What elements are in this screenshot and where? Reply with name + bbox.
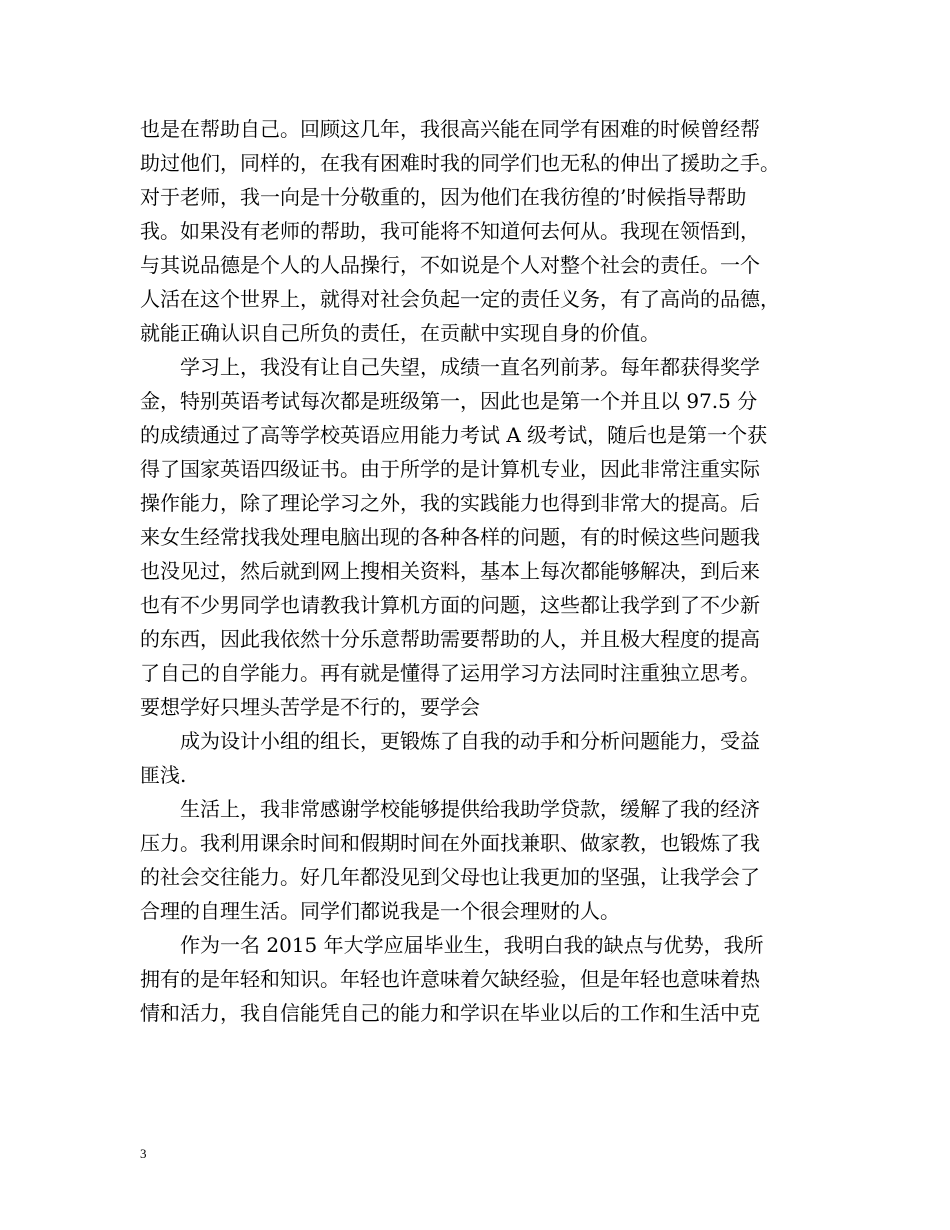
text-line: 得了国家英语四级证书。由于所学的是计算机专业，因此非常注重实际 <box>140 457 760 481</box>
text-line: 拥有的是年轻和知识。年轻也许意味着欠缺经验，但是年轻也意味着热 <box>140 967 760 991</box>
text-line: 助过他们，同样的，在我有困难时我的同学们也无私的伸出了援助之手。 <box>140 151 780 175</box>
text-line: 对于老师，我一向是十分敬重的，因为他们在我彷徨的’时候指导帮助 <box>140 185 747 209</box>
text-line: 金，特别英语考试每次都是班级第一，因此也是第一个并且以 97.5 分 <box>140 389 758 413</box>
text-line: 也是在帮助自己。回顾这几年，我很高兴能在同学有困难的时候曾经帮 <box>140 117 760 141</box>
text-line: 的东西，因此我依然十分乐意帮助需要帮助的人，并且极大程度的提高 <box>140 627 760 651</box>
text-line: 匪浅. <box>140 763 187 787</box>
text-line: 合理的自理生活。同学们都说我是一个很会理财的人。 <box>140 899 620 923</box>
text-line: 人活在这个世界上，就得对社会负起一定的责任义务，有了高尚的品德， <box>140 287 780 311</box>
text-line: 要想学好只埋头苦学是不行的，要学会 <box>140 695 480 719</box>
text-line: 成为设计小组的组长，更锻炼了自我的动手和分析问题能力，受益 <box>180 729 760 753</box>
text-line: 生活上，我非常感谢学校能够提供给我助学贷款，缓解了我的经济 <box>180 797 760 821</box>
text-line: 的成绩通过了高等学校英语应用能力考试 A 级考试，随后也是第一个获 <box>140 423 768 447</box>
text-line: 来女生经常找我处理电脑出现的各种各样的问题，有的时候这些问题我 <box>140 525 760 549</box>
text-line: 压力。我利用课余时间和假期时间在外面找兼职、做家教，也锻炼了我 <box>140 831 760 855</box>
text-line: 了自己的自学能力。再有就是懂得了运用学习方法同时注重独立思考。 <box>140 661 760 685</box>
text-line: 作为一名 2015 年大学应届毕业生，我明白我的缺点与优势，我所 <box>180 933 764 957</box>
text-line: 也没见过，然后就到网上搜相关资料，基本上每次都能够解决，到后来 <box>140 559 760 583</box>
text-line: 也有不少男同学也请教我计算机方面的问题，这些都让我学到了不少新 <box>140 593 760 617</box>
text-line: 操作能力，除了理论学习之外，我的实践能力也得到非常大的提高。后 <box>140 491 760 515</box>
text-line: 就能正确认识自己所负的责任，在贡献中实现自身的价值。 <box>140 321 660 345</box>
text-line: 我。如果没有老师的帮助，我可能将不知道何去何从。我现在领悟到， <box>140 219 760 243</box>
body-text <box>140 112 820 1030</box>
text-line: 的社会交往能力。好几年都没见到父母也让我更加的坚强，让我学会了 <box>140 865 760 889</box>
text-line: 与其说品德是个人的人品操行，不如说是个人对整个社会的责任。一个 <box>140 253 760 277</box>
page-number: 3 <box>140 1146 147 1161</box>
text-line: 学习上，我没有让自己失望，成绩一直名列前茅。每年都获得奖学 <box>180 355 760 379</box>
text-line: 情和活力，我自信能凭自己的能力和学识在毕业以后的工作和生活中克 <box>140 1001 760 1025</box>
